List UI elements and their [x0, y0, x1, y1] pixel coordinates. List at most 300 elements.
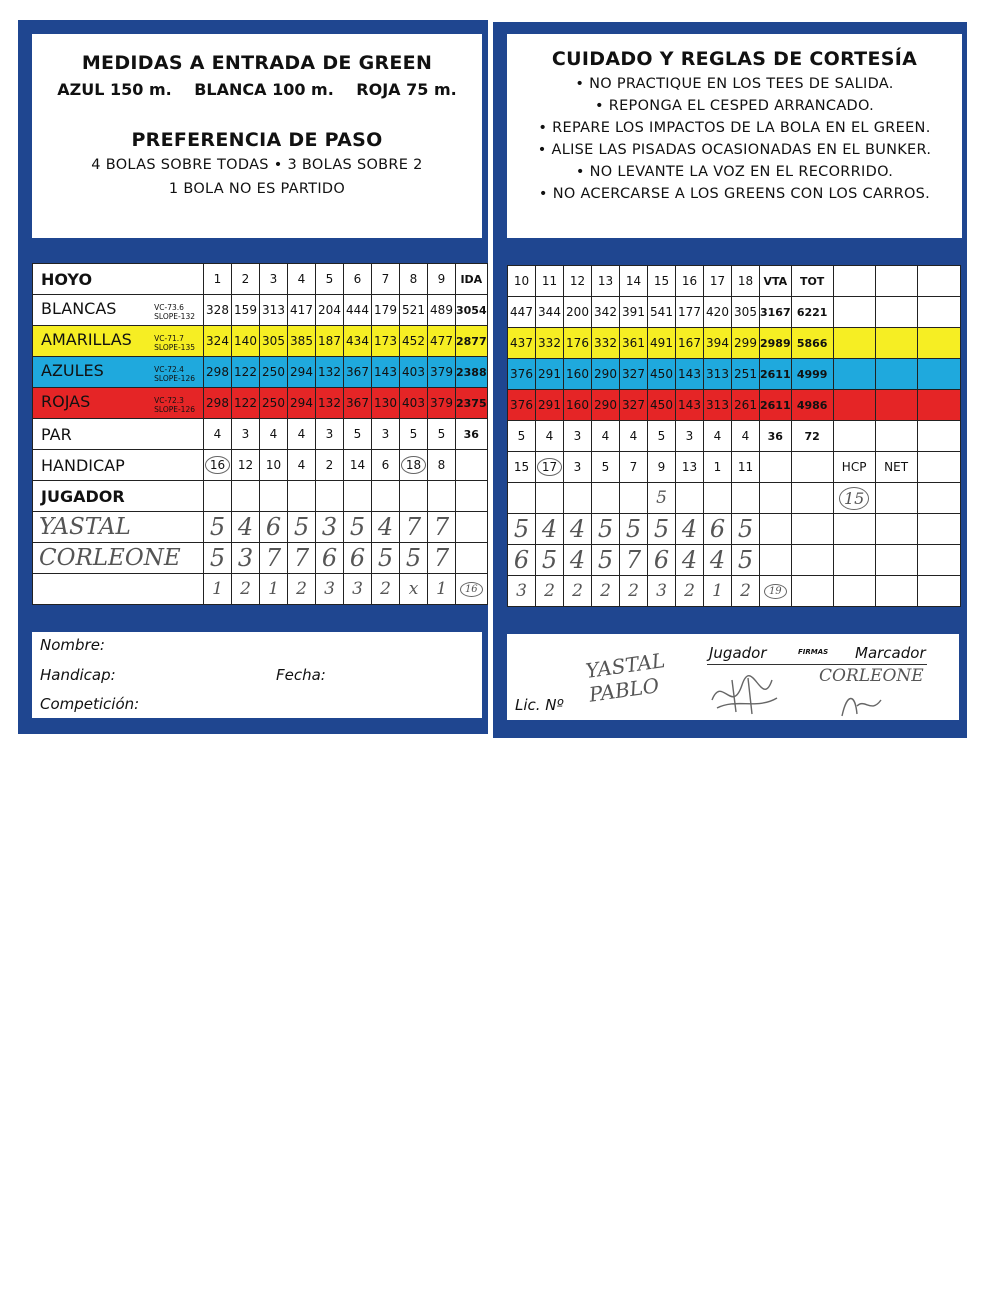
hole-number: 10 [508, 266, 536, 297]
points-vta-cell [760, 576, 792, 607]
points-vta: 19 [764, 584, 787, 599]
player2-row [33, 543, 488, 574]
tot-total: 4999 [791, 359, 833, 390]
empty-cell [760, 514, 792, 545]
signature-box [507, 634, 959, 720]
score-cell: 7 [428, 543, 456, 574]
par-cell: 4 [288, 419, 316, 450]
score-cell: 5 [592, 514, 620, 545]
vc-value: VC-71.7 [154, 334, 184, 343]
distance-cell: 367 [344, 388, 372, 419]
distance-cell: 324 [204, 326, 232, 357]
distance-cell: 305 [732, 297, 760, 328]
empty-cell [875, 421, 917, 452]
distance-cell: 298 [204, 388, 232, 419]
score-cell: 5 [204, 543, 232, 574]
score-cell[interactable] [428, 481, 456, 512]
hole-number: 14 [620, 266, 648, 297]
points-cell: 2 [232, 574, 260, 605]
hole-number: 1 [204, 264, 232, 295]
jugador-row [33, 481, 488, 512]
score-cell: 4 [232, 512, 260, 543]
player-name: YASTAL [33, 512, 204, 543]
hole-number: 6 [344, 264, 372, 295]
rule-item: • REPARE LOS IMPACTOS DE LA BOLA EN EL GREEN. [507, 120, 962, 136]
player1-row [33, 512, 488, 543]
tee-rating [154, 334, 203, 352]
hcp-cell: 9 [648, 452, 676, 483]
tee-label [33, 295, 204, 326]
distance-cell: 452 [400, 326, 428, 357]
slope-value: SLOPE-126 [154, 405, 195, 414]
distance-cell: 290 [592, 390, 620, 421]
player-info-box [32, 632, 482, 718]
score-cell: 5 [732, 545, 760, 576]
par-ida: 36 [456, 419, 488, 450]
tee-row-amarillas [508, 328, 961, 359]
distance-cell: 376 [508, 390, 536, 421]
score-cell: 4 [704, 545, 732, 576]
tee-label [33, 388, 204, 419]
hcp-cell: 12 [232, 450, 260, 481]
empty-cell [917, 390, 960, 421]
score-cell: 6 [648, 545, 676, 576]
distance-cell: 450 [648, 390, 676, 421]
score-cell: 5 [592, 545, 620, 576]
distance-cell: 143 [676, 390, 704, 421]
hole-number: 16 [676, 266, 704, 297]
vta-total: 3167 [760, 297, 792, 328]
distance-cell: 403 [400, 388, 428, 419]
empty-cell [833, 359, 875, 390]
score-cell: 6 [704, 514, 732, 545]
distance-cell: 420 [704, 297, 732, 328]
empty-cell [875, 297, 917, 328]
distance-cell: 521 [400, 295, 428, 326]
points-cell: 2 [620, 576, 648, 607]
score-cell[interactable] [204, 481, 232, 512]
empty-cell [917, 576, 960, 607]
rule-item: • ALISE LAS PISADAS OCASIONADAS EN EL BUNKER. [507, 142, 962, 158]
hoyo-row [33, 264, 488, 295]
player-hcp-cell[interactable] [833, 483, 875, 514]
hoyo-row [508, 266, 961, 297]
par-cell: 4 [536, 421, 564, 452]
distance-cell: 176 [564, 328, 592, 359]
points-cell: 1 [260, 574, 288, 605]
tot-total: 5866 [791, 328, 833, 359]
distance-cell: 327 [620, 359, 648, 390]
jugador-label: JUGADOR [33, 481, 204, 512]
distance-cell: 450 [648, 359, 676, 390]
points-cell: 2 [536, 576, 564, 607]
score-cell: 7 [428, 512, 456, 543]
hole-number: 4 [288, 264, 316, 295]
distance-cell: 122 [232, 357, 260, 388]
par-row [33, 419, 488, 450]
hcp-cell [204, 450, 232, 481]
tee-rating [154, 365, 203, 383]
tot-total: 4986 [791, 390, 833, 421]
score-cell: 5 [400, 543, 428, 574]
score-cell: 7 [288, 543, 316, 574]
distance-cell: 291 [536, 359, 564, 390]
tee-row-blancas [508, 297, 961, 328]
handicap-row [508, 452, 961, 483]
distance-cell: 403 [400, 357, 428, 388]
score-cell: 5 [536, 545, 564, 576]
distance-cell: 328 [204, 295, 232, 326]
distance-cell: 394 [704, 328, 732, 359]
fecha-label: Fecha: [276, 666, 326, 684]
points-ida-cell [456, 574, 488, 605]
distance-cell: 299 [732, 328, 760, 359]
hole-number: 17 [704, 266, 732, 297]
par-cell: 3 [232, 419, 260, 450]
distance-cell: 367 [344, 357, 372, 388]
hcp-circled: 18 [401, 456, 426, 474]
empty-cell [833, 297, 875, 328]
score-cell[interactable] [917, 483, 960, 514]
points-row [508, 576, 961, 607]
empty-cell [456, 512, 488, 543]
tot-header: TOT [791, 266, 833, 297]
par-cell: 3 [676, 421, 704, 452]
slope-value: SLOPE-135 [154, 343, 195, 352]
par-cell: 4 [732, 421, 760, 452]
score-cell: 5 [648, 514, 676, 545]
preference-line-2: 1 BOLA NO ES PARTIDO [168, 181, 346, 197]
slope-value: SLOPE-132 [154, 312, 195, 321]
distance-cell: 361 [620, 328, 648, 359]
distance-cell: 376 [508, 359, 536, 390]
hole-number: 2 [232, 264, 260, 295]
distance-cell: 173 [372, 326, 400, 357]
score-cell[interactable] [536, 483, 564, 514]
distance-cell: 313 [704, 390, 732, 421]
empty-cell [791, 545, 833, 576]
score-cell: 7 [620, 545, 648, 576]
score-cell[interactable] [316, 481, 344, 512]
points-ida: 16 [460, 582, 483, 597]
hcp-cell: 8 [428, 450, 456, 481]
score-cell: 5 [620, 514, 648, 545]
distance-cell: 132 [316, 357, 344, 388]
hcp-cell [536, 452, 564, 483]
distance-cell: 491 [648, 328, 676, 359]
marker-scribble-signature [837, 688, 887, 720]
empty-cell [917, 266, 960, 297]
points-row [33, 574, 488, 605]
empty-cell [33, 574, 204, 605]
handicap-field-label: Handicap: [40, 666, 116, 684]
hcp-cell: 14 [344, 450, 372, 481]
handicap-label: HANDICAP [33, 450, 204, 481]
jugador-signature-label: Jugador [709, 644, 767, 662]
distance-cell: 385 [288, 326, 316, 357]
score-cell[interactable] [232, 481, 260, 512]
player-scribble-signature [702, 670, 782, 718]
par-cell: 4 [260, 419, 288, 450]
par-label: PAR [33, 419, 204, 450]
par-cell: 4 [592, 421, 620, 452]
score-cell[interactable] [791, 483, 833, 514]
empty-cell [875, 328, 917, 359]
par-cell: 5 [428, 419, 456, 450]
distance-cell: 298 [204, 357, 232, 388]
par-vta: 36 [760, 421, 792, 452]
points-cell: 1 [428, 574, 456, 605]
points-cell: 3 [508, 576, 536, 607]
hcp-cell: 10 [260, 450, 288, 481]
empty-cell [833, 545, 875, 576]
score-cell: 3 [316, 512, 344, 543]
points-cell: 3 [648, 576, 676, 607]
empty-cell [875, 514, 917, 545]
rule-item: • NO LEVANTE LA VOZ EN EL RECORRIDO. [507, 164, 962, 180]
empty-cell [917, 297, 960, 328]
ida-total: 2388 [456, 357, 488, 388]
distance-cell: 130 [372, 388, 400, 419]
player-signature: YASTAL PABLO [584, 648, 667, 707]
distance-cell: 437 [508, 328, 536, 359]
points-cell: 2 [676, 576, 704, 607]
score-cell: 6 [344, 543, 372, 574]
tee-name: AMARILLAS [41, 330, 132, 349]
empty-cell [875, 390, 917, 421]
empty-cell [917, 452, 960, 483]
empty-cell [917, 359, 960, 390]
distance-cell: 251 [732, 359, 760, 390]
nombre-label: Nombre: [40, 636, 105, 654]
empty-cell [833, 421, 875, 452]
tee-name: AZULES [41, 361, 104, 380]
net-column-header: NET [875, 452, 917, 483]
distance-cell: 187 [316, 326, 344, 357]
empty-cell [833, 266, 875, 297]
ida-total: 3054 [456, 295, 488, 326]
marcador-signature-label: Marcador [855, 644, 926, 662]
distance-cell: 291 [536, 390, 564, 421]
rule-item: • NO ACERCARSE A LOS GREENS CON LOS CARROS. [507, 186, 962, 202]
ida-header: IDA [456, 264, 488, 295]
distance-cell: 143 [676, 359, 704, 390]
par-cell: 5 [344, 419, 372, 450]
distance-cell: 444 [344, 295, 372, 326]
distance-cell: 140 [232, 326, 260, 357]
distance-cell: 327 [620, 390, 648, 421]
distance-cell: 541 [648, 297, 676, 328]
distance-cell: 159 [232, 295, 260, 326]
empty-cell [760, 545, 792, 576]
score-cell: 5 [732, 514, 760, 545]
scorecard-front-nine [32, 263, 488, 605]
distance-cell: 379 [428, 388, 456, 419]
distance-cell: 294 [288, 388, 316, 419]
tee-row-rojas [33, 388, 488, 419]
score-cell: 4 [564, 514, 592, 545]
marker-signature: CORLEONE [819, 666, 924, 686]
distance-cell: 447 [508, 297, 536, 328]
par-row [508, 421, 961, 452]
empty-cell [833, 328, 875, 359]
score-cell[interactable] [372, 481, 400, 512]
par-cell: 4 [204, 419, 232, 450]
distance-cell: 305 [260, 326, 288, 357]
points-cell: 2 [288, 574, 316, 605]
hole-number: 3 [260, 264, 288, 295]
hole-number: 8 [400, 264, 428, 295]
distance-cell: 204 [316, 295, 344, 326]
score-cell: 4 [564, 545, 592, 576]
vc-value: VC-72.4 [154, 365, 184, 374]
distance-cell: 200 [564, 297, 592, 328]
score-cell[interactable] [620, 483, 648, 514]
preference-line-1: 4 BOLAS SOBRE TODAS • 3 BOLAS SOBRE 2 [91, 157, 423, 173]
score-cell: 7 [400, 512, 428, 543]
player-name: CORLEONE [33, 543, 204, 574]
vta-total: 2611 [760, 359, 792, 390]
rules-title: CUIDADO Y REGLAS DE CORTESÍA [551, 48, 918, 70]
vta-total: 2611 [760, 390, 792, 421]
distance-cell: 250 [260, 357, 288, 388]
hole-number: 18 [732, 266, 760, 297]
score-cell: 6 [260, 512, 288, 543]
empty-cell [917, 421, 960, 452]
hcp-cell [400, 450, 428, 481]
distance-blanca: BLANCA 100 m. [194, 80, 334, 99]
distance-roja: ROJA 75 m. [356, 80, 457, 99]
points-cell: 2 [564, 576, 592, 607]
hcp-cell: 15 [508, 452, 536, 483]
score-cell[interactable] [676, 483, 704, 514]
distance-cell: 143 [372, 357, 400, 388]
hcp-cell: 6 [372, 450, 400, 481]
signature-divider [707, 664, 927, 665]
hoyo-label: HOYO [33, 264, 204, 295]
empty-cell [456, 543, 488, 574]
hcp-cell: 11 [732, 452, 760, 483]
competicion-label: Competición: [40, 695, 140, 713]
hole-number: 5 [316, 264, 344, 295]
points-cell: 1 [204, 574, 232, 605]
ida-total: 2375 [456, 388, 488, 419]
empty-cell [833, 576, 875, 607]
empty-cell [456, 450, 488, 481]
jugador-row [508, 483, 961, 514]
vc-value: VC-72.3 [154, 396, 184, 405]
distance-cell: 379 [428, 357, 456, 388]
score-cell[interactable]: 5 [648, 483, 676, 514]
empty-cell [875, 266, 917, 297]
score-cell: 7 [260, 543, 288, 574]
empty-cell [917, 545, 960, 576]
score-cell: 5 [372, 543, 400, 574]
tee-row-rojas [508, 390, 961, 421]
score-cell: 5 [204, 512, 232, 543]
hole-number: 11 [536, 266, 564, 297]
score-cell[interactable] [508, 483, 536, 514]
points-cell: 1 [704, 576, 732, 607]
score-cell[interactable] [875, 483, 917, 514]
empty-cell [833, 390, 875, 421]
score-cell[interactable] [732, 483, 760, 514]
vta-header: VTA [760, 266, 792, 297]
score-cell[interactable] [564, 483, 592, 514]
score-cell: 4 [536, 514, 564, 545]
score-cell[interactable] [760, 483, 792, 514]
par-cell: 3 [372, 419, 400, 450]
score-cell: 5 [344, 512, 372, 543]
score-cell[interactable] [592, 483, 620, 514]
empty-cell [791, 452, 833, 483]
distance-cell: 261 [732, 390, 760, 421]
hole-number: 12 [564, 266, 592, 297]
tee-label [33, 326, 204, 357]
hcp-cell: 13 [676, 452, 704, 483]
green-distances-panel [32, 34, 482, 238]
distance-cell: 313 [260, 295, 288, 326]
hcp-circled: 16 [205, 456, 230, 474]
distance-cell: 290 [592, 359, 620, 390]
hcp-cell: 7 [620, 452, 648, 483]
hole-number: 13 [592, 266, 620, 297]
tee-row-azules [33, 357, 488, 388]
preference-title: PREFERENCIA DE PASO [131, 129, 383, 151]
empty-cell [760, 452, 792, 483]
tee-row-blancas [33, 295, 488, 326]
licence-label: Lic. Nº [515, 696, 564, 714]
par-tot: 72 [791, 421, 833, 452]
player1-row [508, 514, 961, 545]
tee-rating [154, 303, 203, 321]
distance-cell: 167 [676, 328, 704, 359]
score-cell[interactable] [704, 483, 732, 514]
distance-cell: 179 [372, 295, 400, 326]
hole-number: 9 [428, 264, 456, 295]
tot-total: 6221 [791, 297, 833, 328]
hcp-cell: 1 [704, 452, 732, 483]
par-cell: 5 [400, 419, 428, 450]
distance-cell: 160 [564, 359, 592, 390]
distance-cell: 489 [428, 295, 456, 326]
empty-cell [875, 359, 917, 390]
score-cell[interactable] [260, 481, 288, 512]
distances-row [32, 80, 482, 99]
par-cell: 3 [564, 421, 592, 452]
par-cell: 5 [648, 421, 676, 452]
tee-name: ROJAS [41, 392, 91, 411]
distance-cell: 177 [676, 297, 704, 328]
firmas-label: FIRMAS [798, 648, 829, 656]
score-cell: 6 [508, 545, 536, 576]
distance-cell: 313 [704, 359, 732, 390]
points-cell: 2 [732, 576, 760, 607]
score-cell[interactable] [456, 481, 488, 512]
score-cell[interactable] [400, 481, 428, 512]
score-cell[interactable] [288, 481, 316, 512]
score-cell[interactable] [344, 481, 372, 512]
distance-cell: 342 [592, 297, 620, 328]
par-cell: 4 [620, 421, 648, 452]
distance-cell: 391 [620, 297, 648, 328]
tee-row-amarillas [33, 326, 488, 357]
scorecard-back-nine [507, 265, 961, 607]
empty-cell [791, 576, 833, 607]
score-cell: 5 [508, 514, 536, 545]
empty-cell [917, 328, 960, 359]
score-cell: 6 [316, 543, 344, 574]
